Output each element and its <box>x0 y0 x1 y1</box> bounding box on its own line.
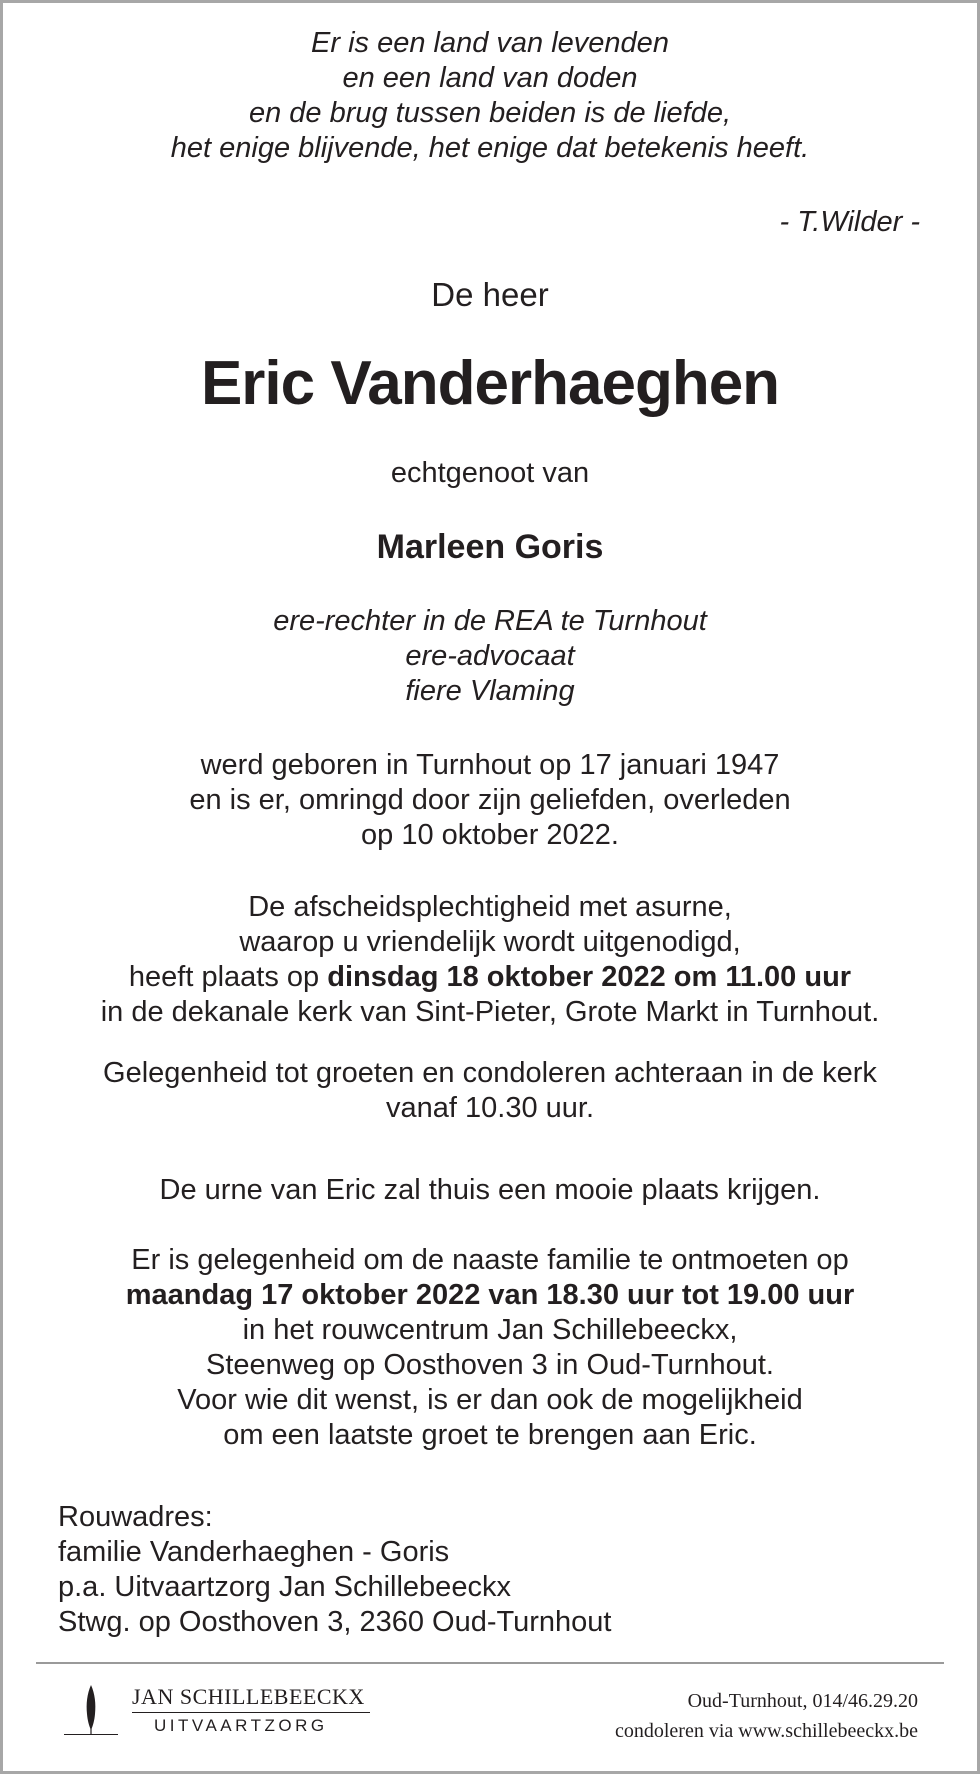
title-prefix: De heer <box>431 276 549 313</box>
address-line: familie Vanderhaeghen - Goris <box>58 1536 450 1568</box>
text-line: in het rouwcentrum Jan Schillebeeckx, <box>242 1314 738 1346</box>
cypress-tree-icon <box>62 1682 120 1738</box>
poem-line: het enige blijvende, het enige dat betekenis heeft. <box>170 132 810 164</box>
text-line <box>0 960 980 995</box>
logo-name: JAN SCHILLEBEECKX <box>132 1684 365 1709</box>
deceased-name: Eric Vanderhaeghen <box>200 349 780 418</box>
visit-date: maandag 17 oktober 2022 van 18.30 uur tot 19.00 uur <box>125 1279 855 1311</box>
text-line <box>0 1278 980 1313</box>
poem-line: en een land van doden <box>342 62 638 94</box>
logo-rule <box>132 1712 370 1713</box>
text-fragment: heeft plaats op <box>128 961 328 993</box>
contact-phone: Oud-Turnhout, 014/46.29.20 <box>687 1690 918 1712</box>
urn-paragraph <box>0 1173 980 1208</box>
poem <box>0 26 980 166</box>
address-line: Rouwadres: <box>58 1501 213 1533</box>
honorary-titles <box>0 604 980 709</box>
life-paragraph <box>0 748 980 853</box>
poem-author: - T.Wilder - <box>779 206 920 238</box>
text-line: in de dekanale kerk van Sint-Pieter, Grote Markt in Turnhout. <box>100 996 880 1028</box>
text-line: vanaf 10.30 uur. <box>386 1092 594 1124</box>
text-line: De urne van Eric zal thuis een mooie plaats krijgen. <box>159 1174 821 1206</box>
title-line: fiere Vlaming <box>405 675 575 707</box>
poem-line: en de brug tussen beiden is de liefde, <box>248 97 732 129</box>
visit-paragraph <box>0 1243 980 1453</box>
text-line: en is er, omringd door zijn geliefden, overleden <box>189 784 791 816</box>
text-line: op 10 oktober 2022. <box>361 819 619 851</box>
poem-line: Er is een land van levenden <box>311 27 669 59</box>
relation-label: echtgenoot van <box>390 457 590 489</box>
funeral-home-logo <box>62 1682 382 1742</box>
text-line: om een laatste groet te brengen aan Eric. <box>223 1419 757 1451</box>
text-line: De afscheidsplechtigheid met asurne, <box>248 891 732 923</box>
address-line: p.a. Uitvaartzorg Jan Schillebeeckx <box>58 1571 511 1603</box>
contact-info <box>615 1686 918 1746</box>
text-line: Voor wie dit wenst, is er dan ook de mogelijkheid <box>177 1384 803 1416</box>
contact-website[interactable]: condoleren via www.schillebeeckx.be <box>614 1720 918 1742</box>
ceremony-paragraph <box>0 890 980 1030</box>
address-line: Stwg. op Oosthoven 3, 2360 Oud-Turnhout <box>58 1606 612 1638</box>
mourning-address <box>58 1500 612 1640</box>
text-line: waarop u vriendelijk wordt uitgenodigd, <box>239 926 741 958</box>
ceremony-date: dinsdag 18 oktober 2022 om 11.00 uur <box>327 961 852 993</box>
text-line: Steenweg op Oosthoven 3 in Oud-Turnhout. <box>205 1349 774 1381</box>
title-line: ere-advocaat <box>405 640 575 672</box>
footer-divider <box>36 1662 944 1664</box>
condolence-paragraph <box>0 1056 980 1126</box>
text-line: werd geboren in Turnhout op 17 januari 1947 <box>200 749 780 781</box>
title-line: ere-rechter in de REA te Turnhout <box>273 605 707 637</box>
spouse-name: Marleen Goris <box>376 528 604 566</box>
text-line: Gelegenheid tot groeten en condoleren achteraan in de kerk <box>103 1057 877 1089</box>
text-line: Er is gelegenheid om de naaste familie te ontmoeten op <box>131 1244 849 1276</box>
logo-subtitle: UITVAARTZORG <box>154 1716 328 1735</box>
